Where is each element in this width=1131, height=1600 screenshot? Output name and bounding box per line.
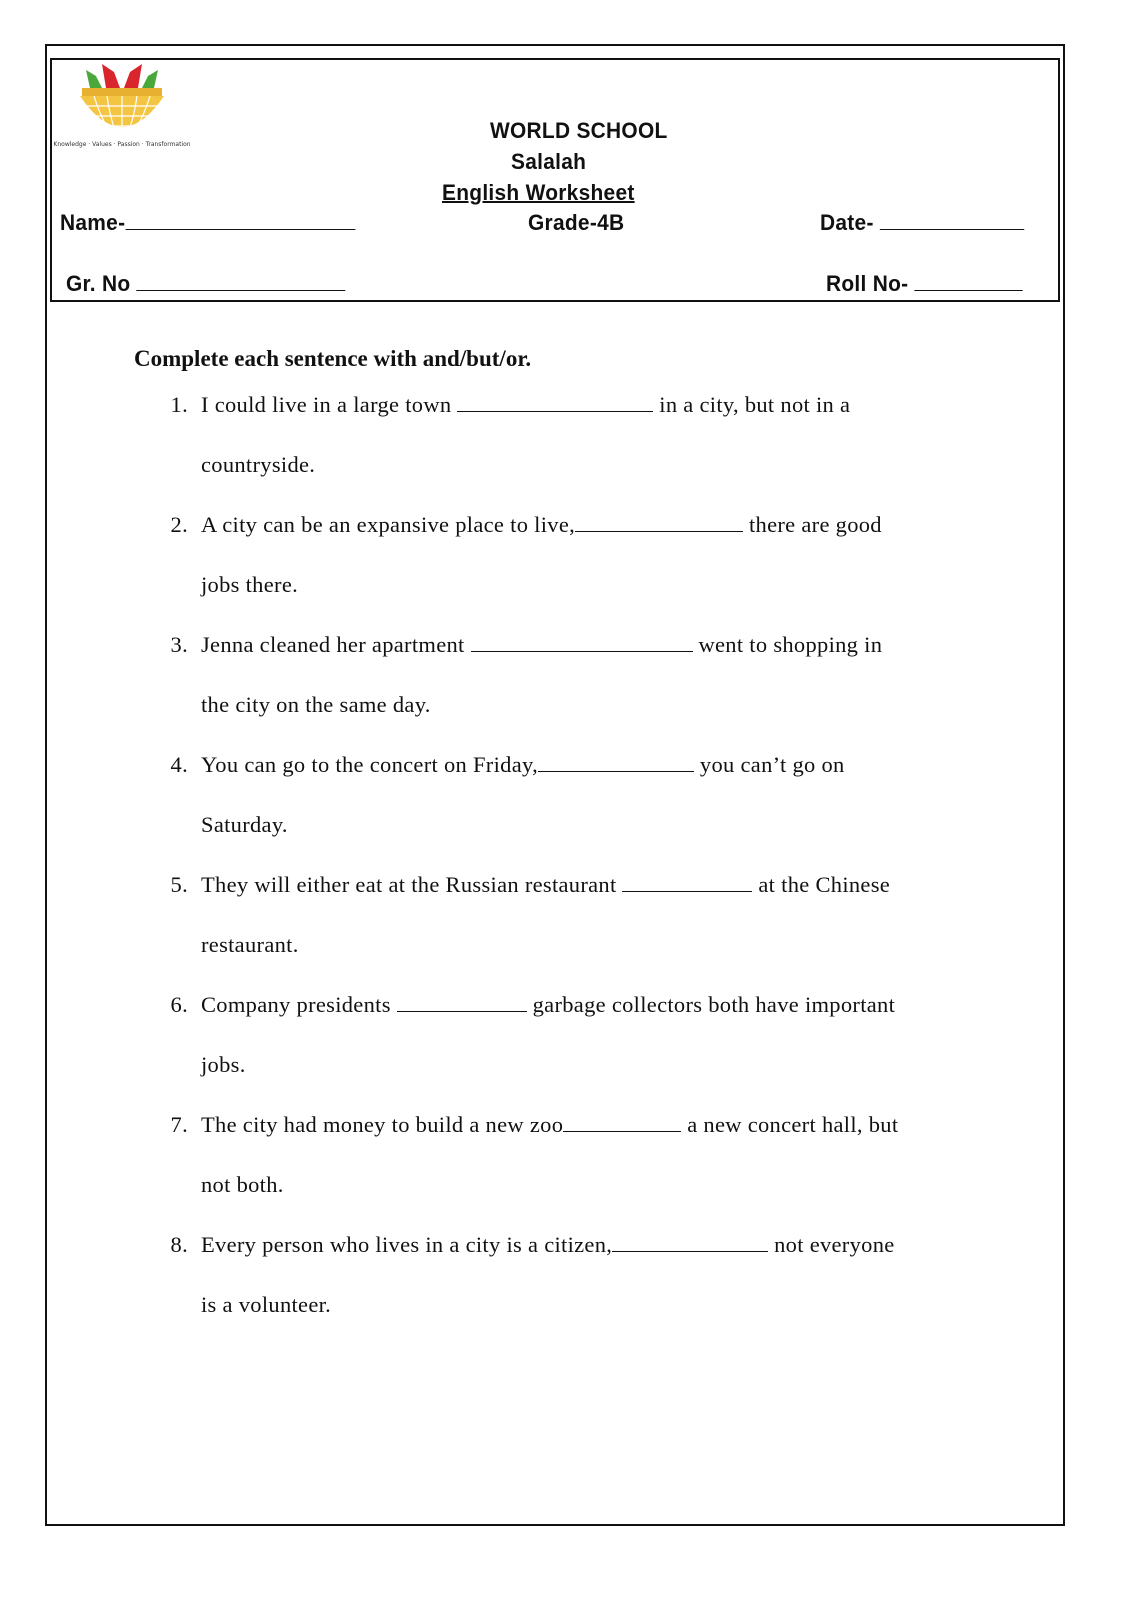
grade-label: Grade-4B	[528, 210, 625, 235]
question-text-continued: is a volunteer.	[201, 1292, 332, 1317]
question-number: 5.	[170, 872, 188, 897]
answer-blank[interactable]	[622, 873, 752, 892]
question-text-continued: not both.	[201, 1172, 284, 1197]
question-text: went to shopping in	[692, 632, 883, 657]
question-text: Jenna cleaned her apartment	[201, 632, 471, 657]
question-number: 6.	[170, 992, 188, 1017]
answer-blank[interactable]	[575, 513, 743, 532]
question-text-continued: jobs.	[201, 1052, 246, 1077]
question-number: 2.	[170, 512, 188, 537]
question-text: you can’t go on	[694, 752, 845, 777]
question-text: not everyone	[768, 1232, 895, 1257]
date-field[interactable]	[820, 210, 1024, 236]
question-text: Company presidents	[201, 992, 397, 1017]
question-text: in a city, but not in a	[653, 392, 851, 417]
instruction: Complete each sentence with and/but/or.	[134, 346, 532, 371]
question-number: 7.	[170, 1112, 188, 1137]
worksheet-title: English Worksheet	[442, 180, 635, 205]
name-field[interactable]	[60, 210, 355, 236]
question-text: garbage collectors both have important	[526, 992, 896, 1017]
question-text-continued: countryside.	[201, 452, 316, 477]
date-label: Date-	[820, 210, 874, 235]
question-text: I could live in a large town	[201, 392, 458, 417]
question-text: You can go to the concert on Friday,	[201, 752, 538, 777]
question-number: 8.	[170, 1232, 188, 1257]
answer-blank[interactable]	[563, 1113, 681, 1132]
question-text-continued: the city on the same day.	[201, 692, 431, 717]
answer-blank[interactable]	[397, 993, 527, 1012]
answer-blank[interactable]	[457, 393, 653, 412]
answer-blank[interactable]	[612, 1233, 768, 1252]
question-number: 1.	[170, 392, 188, 417]
question-text-continued: restaurant.	[201, 932, 299, 957]
school-city: Salalah	[511, 149, 587, 174]
question-text-continued: jobs there.	[201, 572, 299, 597]
question-text: The city had money to build a new zoo	[201, 1112, 564, 1137]
question-text: They will either eat at the Russian restaurant	[201, 872, 623, 897]
gr-no-field[interactable]	[66, 271, 346, 297]
question-text: A city can be an expansive place to live,	[201, 512, 576, 537]
roll-no-label: Roll No-	[826, 271, 909, 296]
question-text: at the Chinese	[752, 872, 891, 897]
gr-no-label: Gr. No	[66, 271, 131, 296]
question-number: 3.	[170, 632, 188, 657]
question-text-continued: Saturday.	[201, 812, 288, 837]
name-label: Name-	[60, 210, 126, 235]
school-logo	[53, 58, 191, 148]
question-text: there are good	[743, 512, 882, 537]
answer-blank[interactable]	[471, 633, 693, 652]
question-text: a new concert hall, but	[681, 1112, 899, 1137]
question-number: 4.	[170, 752, 188, 777]
svg-text:Knowledge · Values · Passion ·: Knowledge · Values · Passion · Transformation	[53, 141, 191, 148]
school-name: WORLD SCHOOL	[490, 118, 668, 143]
answer-blank[interactable]	[538, 753, 694, 772]
roll-no-field[interactable]	[826, 271, 1023, 297]
question-text: Every person who lives in a city is a citizen,	[201, 1232, 613, 1257]
